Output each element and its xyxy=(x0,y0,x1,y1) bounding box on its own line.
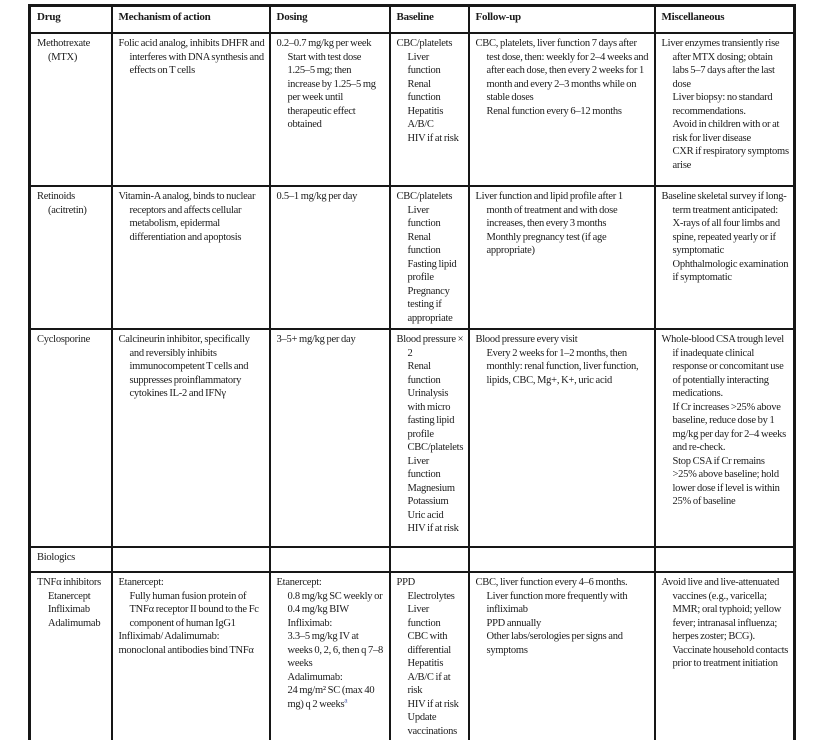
text: Urinalysis with micro xyxy=(407,388,451,413)
text-paragraph xyxy=(662,333,790,401)
text-paragraph xyxy=(397,78,464,105)
cell-retinoids-misc xyxy=(655,186,795,329)
text-paragraph xyxy=(397,603,464,630)
text: 3–5+ mg/kg per day xyxy=(276,334,356,345)
text-paragraph xyxy=(37,590,107,604)
text-paragraph xyxy=(277,617,385,631)
text: TNFα inhibitors xyxy=(37,577,101,588)
text: Methotrexate (MTX) xyxy=(37,38,90,63)
text-paragraph xyxy=(397,333,464,360)
text: 0.8 mg/kg SC weekly or 0.4 mg/kg BIW xyxy=(287,590,383,615)
text: 0.2–0.7 mg/kg per week xyxy=(276,38,372,49)
text-paragraph xyxy=(397,711,464,738)
text-paragraph xyxy=(277,576,385,590)
cell-retinoids-dosing xyxy=(270,186,390,329)
text-paragraph xyxy=(397,590,464,604)
text: Renal function xyxy=(407,78,441,103)
text: 0.5–1 mg/kg per day xyxy=(276,191,358,202)
text-paragraph xyxy=(37,190,107,217)
text: Stop CSA if Cr remains >25% above baseline; hold lower dose if level is within 25% of baseline xyxy=(672,455,780,507)
text-paragraph xyxy=(277,190,385,204)
text-paragraph xyxy=(476,190,650,231)
text-paragraph xyxy=(277,590,385,617)
cell-biologics-section-dosing xyxy=(270,547,390,572)
cell-biologics-section-misc xyxy=(655,547,795,572)
text: Start with test dose 1.25–5 mg; then increase by 1.25–5 mg per week until therapeutic effect obtained xyxy=(287,51,376,130)
text-paragraph xyxy=(277,333,385,347)
column-header-followup: Follow-up xyxy=(469,6,655,34)
cell-cyclosporine-dosing xyxy=(270,329,390,547)
cell-cyclosporine-mechanism xyxy=(112,329,270,547)
text: Folic acid analog, inhibits DHFR and interferes with DNA synthesis and effects on T cells xyxy=(118,38,265,76)
text: Fasting lipid profile xyxy=(407,258,457,283)
cell-methotrexate-misc xyxy=(655,33,795,186)
text: 24 mg/m² SC (max 40 mg) q 2 weeks xyxy=(287,685,375,710)
text: CBC/platelets xyxy=(407,442,464,453)
text-paragraph xyxy=(476,576,650,590)
text-paragraph xyxy=(397,37,464,51)
column-header-dosing: Dosing xyxy=(270,6,390,34)
text-paragraph xyxy=(476,333,650,347)
text-paragraph xyxy=(119,630,265,657)
cell-methotrexate-drug xyxy=(30,33,112,186)
cell-tnf-inhibitors-dosing xyxy=(270,572,390,740)
text: CBC with differential xyxy=(407,631,451,656)
text: Blood pressure × 2 xyxy=(396,334,464,359)
text: Etanercept: xyxy=(276,577,322,588)
text-paragraph xyxy=(662,118,790,145)
text: Liver biopsy: no standard recommendations. xyxy=(672,92,773,117)
text: Infliximab/ Adalimumab: monoclonal antibodies bind TNFα xyxy=(118,631,254,656)
cell-cyclosporine-misc xyxy=(655,329,795,547)
text: Vitamin-A analog, binds to nuclear receptors and affects cellular metabolism, epidermal differentiation and apoptosis xyxy=(118,191,256,243)
text: Monthly pregnancy test (if age appropriate) xyxy=(486,231,607,256)
text-paragraph xyxy=(397,105,464,132)
text: Infliximab xyxy=(48,604,90,615)
text-paragraph xyxy=(397,51,464,78)
text-paragraph xyxy=(277,671,385,685)
text-paragraph xyxy=(397,509,464,523)
text-paragraph xyxy=(37,576,107,590)
text: Electrolytes xyxy=(407,590,455,602)
text-paragraph xyxy=(476,231,650,258)
cell-biologics-section-baseline xyxy=(390,547,469,572)
text-paragraph xyxy=(476,37,650,105)
text-paragraph xyxy=(662,91,790,118)
text: Update vaccinations xyxy=(407,712,457,737)
text-paragraph xyxy=(119,590,265,631)
text-paragraph xyxy=(397,387,464,414)
text: Baseline skeletal survey if long-term treatment anticipated: X-rays of all four limbs and spine, repeated yearly or if symptomatic xyxy=(661,191,787,256)
text-paragraph xyxy=(277,51,385,132)
text: Blood pressure every visit xyxy=(475,334,578,345)
table-row-methotrexate xyxy=(30,33,795,186)
text-paragraph xyxy=(37,333,107,347)
text-paragraph xyxy=(37,37,107,64)
text-paragraph xyxy=(397,576,464,590)
text: Liver enzymes transiently rise after MTX dosing; obtain labs 5–7 days after the last dose xyxy=(661,38,780,90)
text: Hepatitis A/B/C if at risk xyxy=(407,658,451,696)
cell-tnf-inhibitors-mechanism xyxy=(112,572,270,740)
text-paragraph xyxy=(397,522,464,536)
cell-retinoids-mechanism xyxy=(112,186,270,329)
text: Liver function xyxy=(407,204,441,229)
cell-tnf-inhibitors-followup xyxy=(469,572,655,740)
text-paragraph xyxy=(397,482,464,496)
text-paragraph xyxy=(662,190,790,258)
text: Vaccinate household contacts prior to treatment initiation xyxy=(672,644,789,669)
text-paragraph xyxy=(119,333,265,401)
text-paragraph xyxy=(662,644,790,671)
text-paragraph xyxy=(397,657,464,698)
text: Liver function xyxy=(407,51,441,76)
cell-tnf-inhibitors-misc xyxy=(655,572,795,740)
column-header-misc: Miscellaneous xyxy=(655,6,795,34)
text-paragraph xyxy=(476,347,650,388)
text: Liver function xyxy=(407,604,441,629)
cell-retinoids-baseline xyxy=(390,186,469,329)
text: CXR if respiratory symptoms arise xyxy=(672,146,789,171)
text: Calcineurin inhibitor, specifically and reversibly inhibits immunocompetent T cells and suppresses proinflammatory cytokines IL-2 and IFNγ xyxy=(118,334,250,399)
table-row-cyclosporine xyxy=(30,329,795,547)
text-paragraph xyxy=(397,495,464,509)
text: If Cr increases >25% above baseline, reduce dose by 1 mg/kg per day for 2–4 weeks and re-check. xyxy=(672,401,787,453)
text: Etanercept xyxy=(48,590,91,602)
text: Whole-blood CSA trough level if inadequate clinical response or concomitant use of potentially interacting medications. xyxy=(661,334,784,399)
text: Pregnancy testing if appropriate xyxy=(407,285,453,324)
text: Renal function xyxy=(407,231,441,256)
text-paragraph xyxy=(397,455,464,482)
cell-retinoids-drug xyxy=(30,186,112,329)
text-paragraph xyxy=(37,551,107,565)
text: Every 2 weeks for 1–2 months, then monthly: renal function, liver function, lipids, CBC, Mg+, K+, uric acid xyxy=(486,347,639,386)
text-paragraph xyxy=(397,441,464,455)
cell-cyclosporine-baseline xyxy=(390,329,469,547)
text-paragraph xyxy=(277,684,385,711)
text-paragraph xyxy=(397,132,464,146)
text-paragraph xyxy=(662,37,790,91)
text: Hepatitis A/B/C xyxy=(407,105,444,130)
cell-tnf-inhibitors-baseline xyxy=(390,572,469,740)
text: Other labs/serologies per signs and symptoms xyxy=(486,631,623,656)
text-paragraph xyxy=(476,590,650,617)
cell-biologics-section-followup xyxy=(469,547,655,572)
cell-cyclosporine-followup xyxy=(469,329,655,547)
text: Retinoids (acitretin) xyxy=(37,191,87,216)
text-paragraph xyxy=(662,258,790,285)
cell-retinoids-followup xyxy=(469,186,655,329)
text: Liver function and lipid profile after 1 month of treatment and with dose increases, then every 3 months xyxy=(475,191,623,229)
text-paragraph xyxy=(476,630,650,657)
drug-monitoring-table xyxy=(28,4,796,740)
cell-cyclosporine-drug xyxy=(30,329,112,547)
cell-methotrexate-dosing xyxy=(270,33,390,186)
text: Infliximab: xyxy=(287,617,332,629)
text-paragraph xyxy=(37,603,107,617)
text-paragraph xyxy=(397,190,464,204)
text-paragraph xyxy=(397,285,464,326)
text: Liver function more frequently with infliximab xyxy=(486,590,628,615)
text: HIV if at risk xyxy=(407,523,459,534)
table-header-row xyxy=(30,6,795,34)
text-paragraph xyxy=(277,630,385,671)
cell-methotrexate-baseline xyxy=(390,33,469,186)
text-paragraph xyxy=(397,630,464,657)
text: Fully human fusion protein of TNFα receptor II bound to the Fc component of human IgG1 xyxy=(129,590,259,629)
text-paragraph xyxy=(397,231,464,258)
text: Magnesium xyxy=(407,482,455,494)
text-paragraph xyxy=(662,401,790,455)
table-row-tnf-inhibitors xyxy=(30,572,795,740)
text: Avoid in children with or at risk for liver disease xyxy=(672,119,780,144)
text: CBC/platelets xyxy=(396,38,453,49)
text: HIV if at risk xyxy=(407,132,459,144)
text: Renal function every 6–12 months xyxy=(486,105,622,117)
text: Cyclosporine xyxy=(37,334,90,345)
text-paragraph xyxy=(397,204,464,231)
cell-tnf-inhibitors-drug xyxy=(30,572,112,740)
column-header-drug: Drug xyxy=(30,6,112,34)
text-paragraph xyxy=(397,414,464,441)
text: HIV if at risk xyxy=(407,698,459,710)
text-paragraph xyxy=(397,360,464,387)
text: Uric acid xyxy=(407,509,444,521)
text: Adalimumab: xyxy=(287,671,343,683)
text-paragraph xyxy=(476,105,650,119)
text: PPD xyxy=(396,577,416,588)
text-paragraph xyxy=(277,37,385,51)
text-paragraph xyxy=(119,37,265,78)
cell-methotrexate-followup xyxy=(469,33,655,186)
text-paragraph xyxy=(397,258,464,285)
text-paragraph xyxy=(662,576,790,644)
cell-biologics-section-drug xyxy=(30,547,112,572)
text: Adalimumab xyxy=(48,617,101,629)
footnote-marker-link[interactable]: a xyxy=(344,695,348,704)
text-paragraph xyxy=(397,698,464,712)
table-row-biologics-section xyxy=(30,547,795,572)
cell-biologics-section-mechanism xyxy=(112,547,270,572)
text-paragraph xyxy=(662,145,790,172)
cell-methotrexate-mechanism xyxy=(112,33,270,186)
text: CBC/platelets xyxy=(396,191,453,202)
text: PPD annually xyxy=(486,617,542,629)
column-header-mechanism: Mechanism of action xyxy=(112,6,270,34)
text: Etanercept: xyxy=(118,577,164,588)
text: Ophthalmologic examination if symptomatic xyxy=(672,258,789,283)
text-paragraph xyxy=(37,617,107,631)
column-header-baseline: Baseline xyxy=(390,6,469,34)
text: Liver function xyxy=(407,455,441,480)
text: Avoid live and live-attenuated vaccines (e.g., varicella; MMR; oral typhoid; yellow fever; intranasal influenza; herpes zoster; BCG). xyxy=(661,577,782,642)
text: CBC, liver function every 4–6 months. xyxy=(475,577,628,588)
text: Potassium xyxy=(407,496,449,507)
text-paragraph xyxy=(662,455,790,509)
text: 3.3–5 mg/kg IV at weeks 0, 2, 6, then q 7–8 weeks xyxy=(287,631,383,669)
text-paragraph xyxy=(476,617,650,631)
text: Renal function xyxy=(407,361,441,386)
text-paragraph xyxy=(119,190,265,244)
text: Biologics xyxy=(37,552,76,563)
text: fasting lipid profile xyxy=(407,415,455,440)
text-paragraph xyxy=(119,576,265,590)
table-row-retinoids xyxy=(30,186,795,329)
text: CBC, platelets, liver function 7 days after test dose, then: weekly for 2–4 weeks and after each dose, then every 2 weeks for 1 month and every 2–3 months while on stable doses xyxy=(475,38,649,103)
